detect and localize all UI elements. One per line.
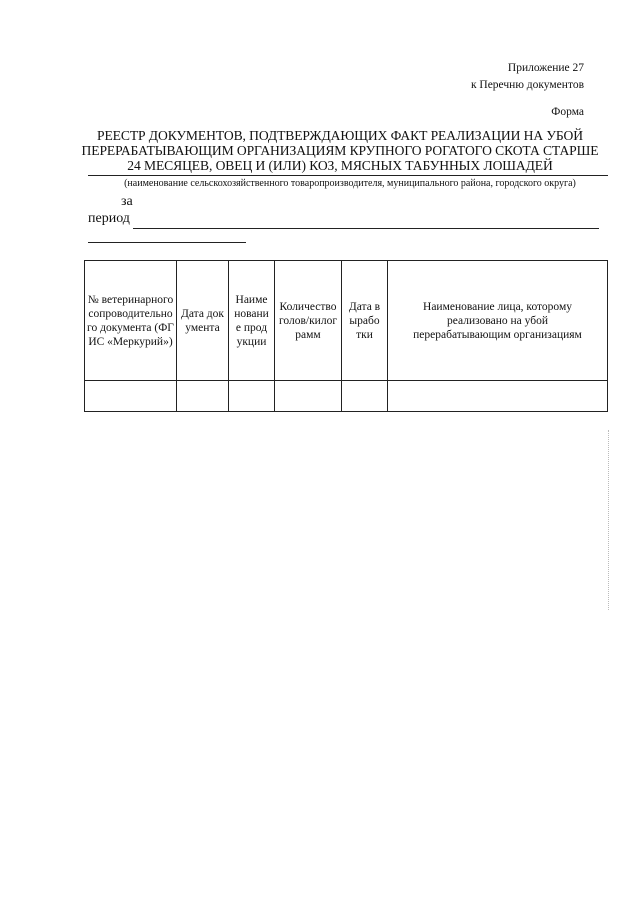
scan-artifact	[608, 430, 610, 610]
period-label: период	[88, 211, 130, 226]
producer-caption: (наименование сельскохозяйственного товаропроизводителя, муниципального района, городского округа)	[124, 178, 576, 189]
appendix-number: Приложение 27	[507, 62, 584, 74]
document-title	[70, 128, 610, 173]
title-line-2: ПЕРЕРАБАТЫВАЮЩИМ ОРГАНИЗАЦИЯМ КРУПНОГО РОГАТОГО СКОТА СТАРШЕ	[81, 143, 599, 158]
header-document-date: Дата документа	[177, 261, 229, 381]
period-line	[133, 228, 599, 229]
title-line-1: РЕЕСТР ДОКУМЕНТОВ, ПОДТВЕРЖДАЮЩИХ ФАКТ РЕАЛИЗАЦИИ НА УБОЙ	[97, 128, 583, 143]
table-row	[85, 381, 608, 412]
table-cell	[388, 381, 608, 412]
form-label: Форма	[551, 106, 584, 118]
producer-name-line	[88, 175, 608, 176]
table-cell	[342, 381, 388, 412]
table-header-row	[85, 261, 608, 381]
table-cell	[229, 381, 275, 412]
short-line	[88, 242, 246, 243]
header-quantity: Количество голов/килограмм	[275, 261, 342, 381]
header-vet-doc-number: № ветеринарного сопроводительного документа (ФГИС «Меркурий»)	[85, 261, 177, 381]
table-cell	[85, 381, 177, 412]
header-buyer-name: Наименование лица, которому реализовано на убой перерабатывающим организациям	[388, 261, 608, 381]
appendix-reference: к Перечню документов	[470, 79, 584, 91]
registry-table	[84, 260, 608, 412]
period-za-label: за	[121, 194, 133, 209]
title-line-3: 24 МЕСЯЦЕВ, ОВЕЦ И (ИЛИ) КОЗ, МЯСНЫХ ТАБУННЫХ ЛОШАДЕЙ	[127, 158, 553, 173]
table-cell	[177, 381, 229, 412]
header-production-date: Дата выработки	[342, 261, 388, 381]
header-product-name: Наименование продукции	[229, 261, 275, 381]
table-cell	[275, 381, 342, 412]
